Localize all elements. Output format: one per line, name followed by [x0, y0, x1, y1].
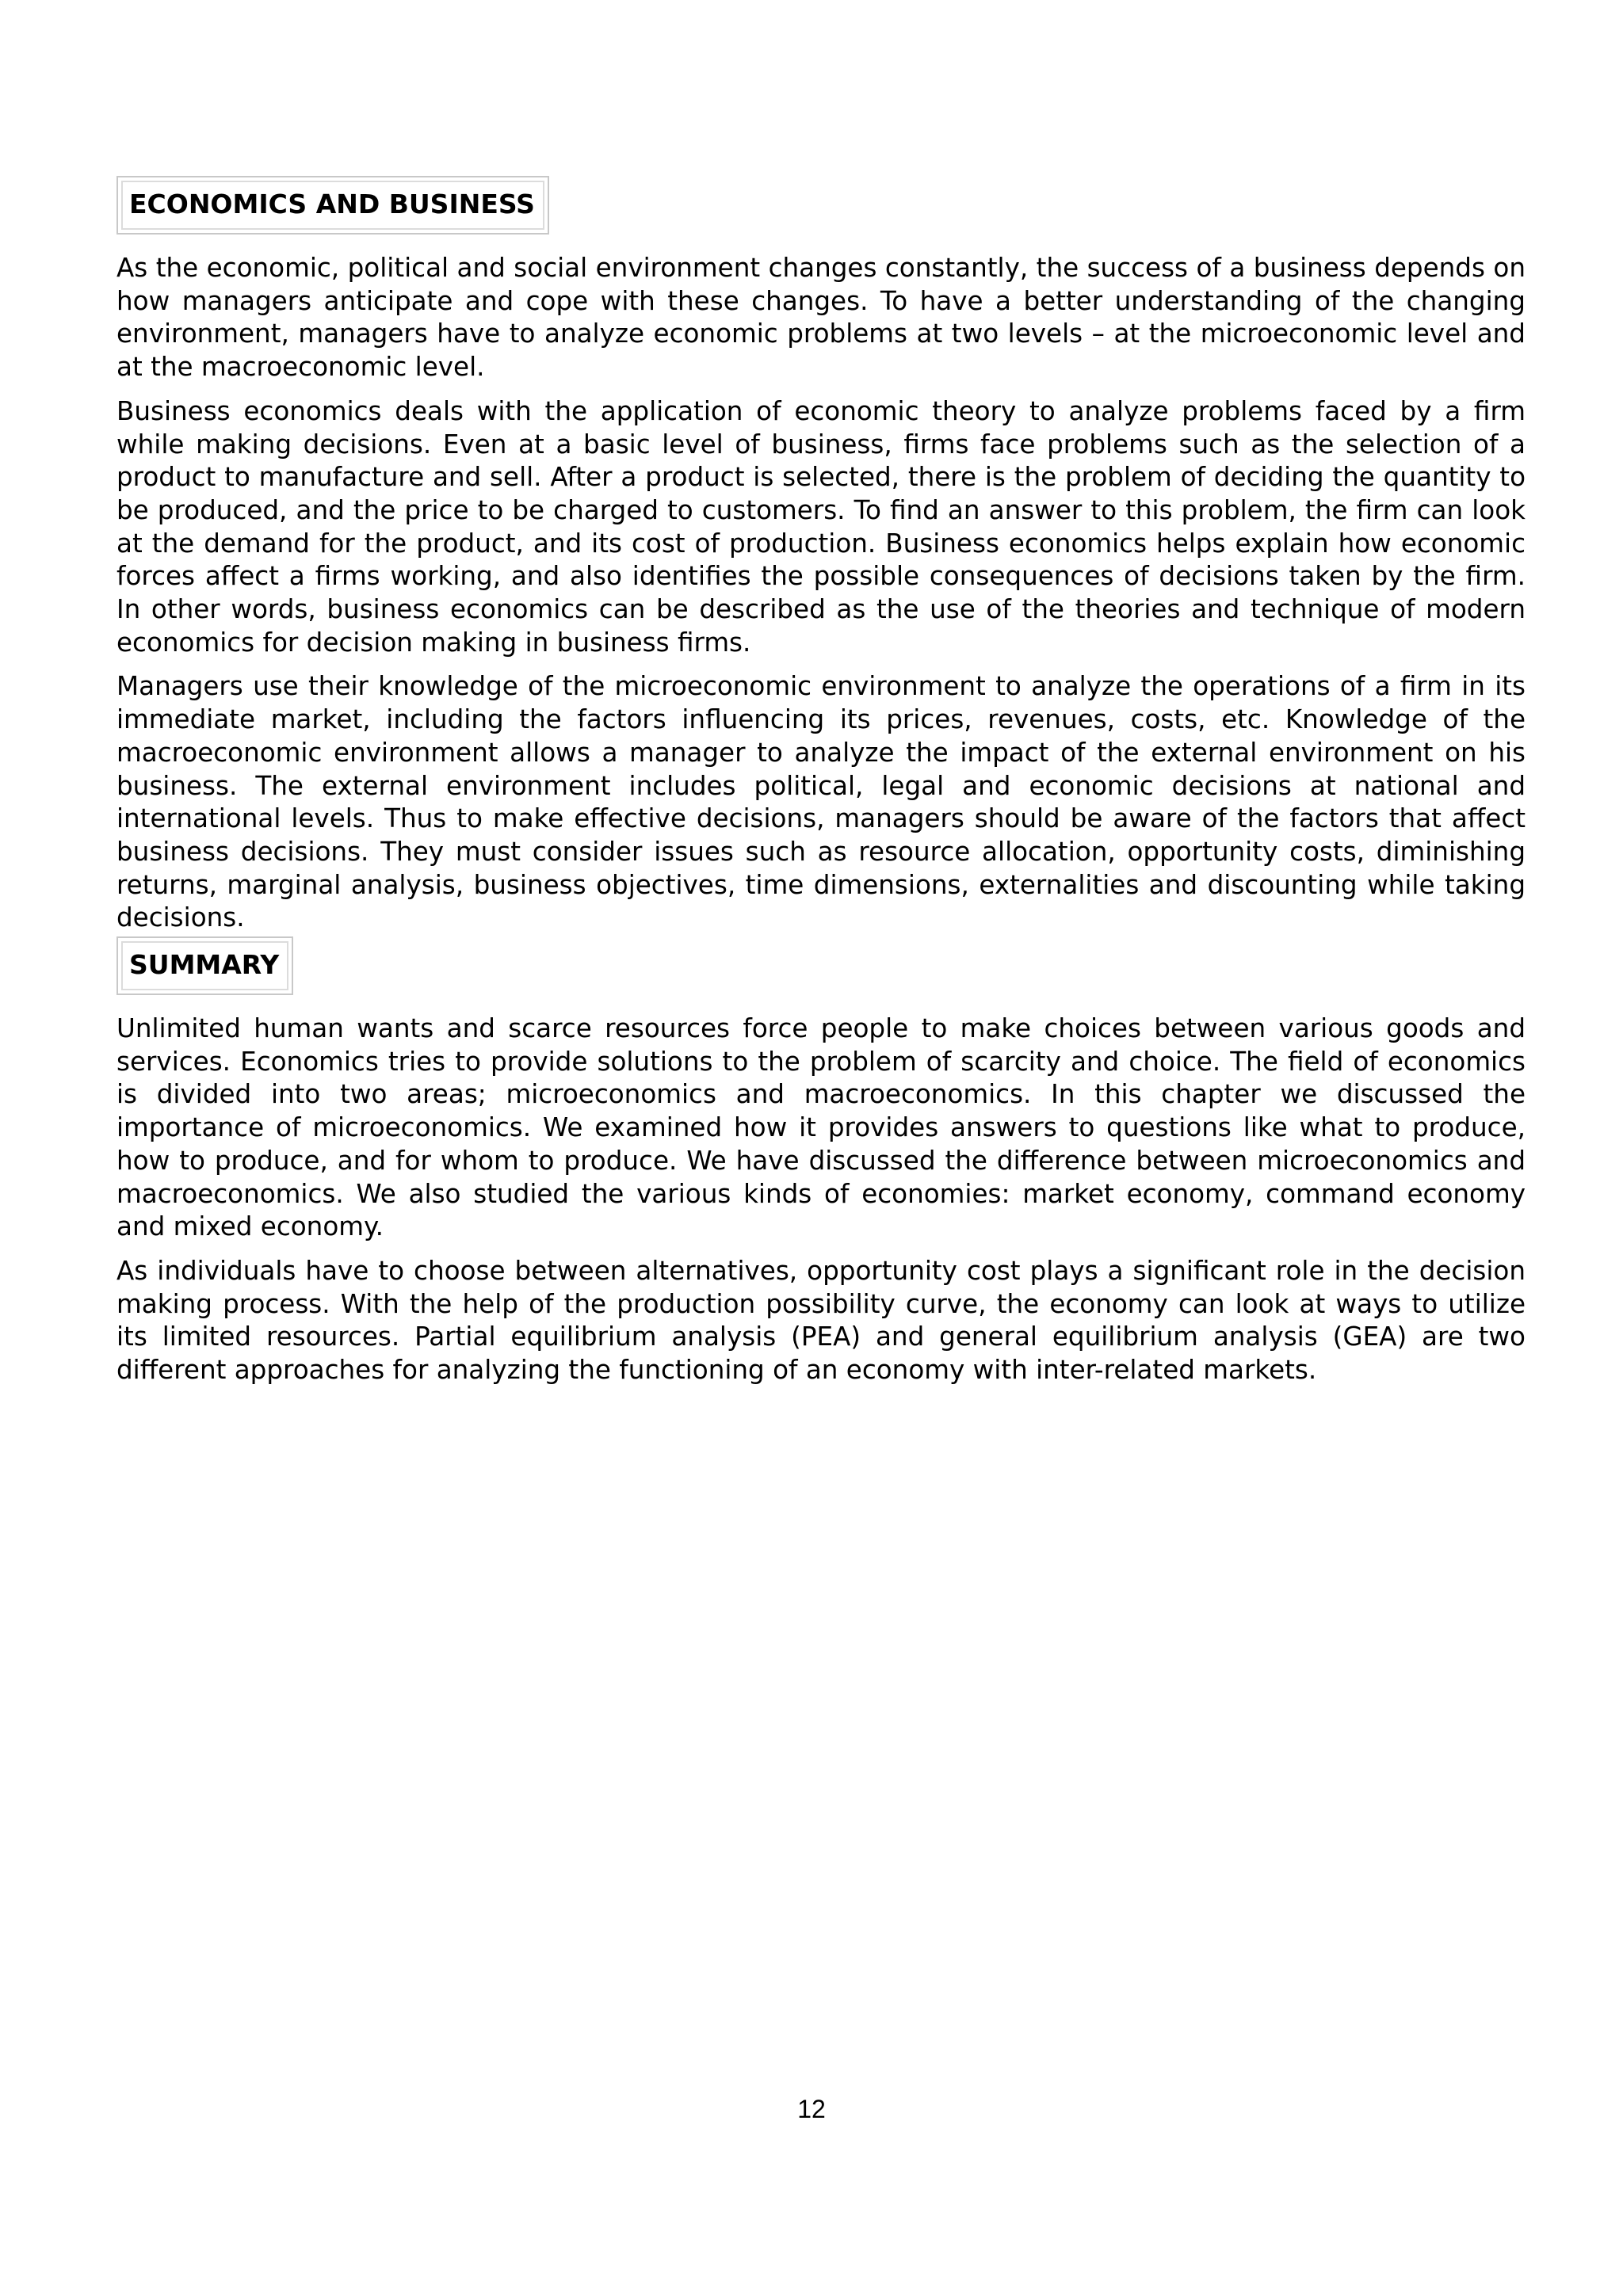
paragraph: Unlimited human wants and scarce resources force people to make choices between various goods and services. Economics tries to provide solutions to the problem of scarcity and choice. The field of economics is divided into two areas; microeconomics and macroeconomics. In this chapter we discussed the importance of microeconomics. We examined how it provides answers to questions like what to produce, how to produce, and for whom to produce. We have discussed the difference between microeconomics and macroeconomics. We also studied the various kinds of economies: market economy, command economy and mixed economy. [116, 1013, 1526, 1242]
page-content [116, 176, 1526, 1387]
paragraph: Business economics deals with the application of economic theory to analyze problems faced by a firm while making decisions. Even at a basic level of business, firms face problems such as the selection of a product to manufacture and sell. After a product is selected, there is the problem of deciding the quantity to be produced, and the price to be charged to customers. To find an answer to this problem, the firm can look at the demand for the product, and its cost of production. Business economics helps explain how economic forces affect a firms working, and also identifies the possible consequences of decisions taken by the firm. In other words, business economics can be described as the use of the theories and technique of modern economics for decision making in business firms. [116, 395, 1526, 658]
paragraph: As individuals have to choose between alternatives, opportunity cost plays a significant role in the decision making process. With the help of the production possibility curve, the economy can look at ways to utilize its limited resources. Partial equilibrium analysis (PEA) and general equilibrium analysis (GEA) are two different approaches for analyzing the functioning of an economy with inter-related markets. [116, 1255, 1526, 1386]
section-heading-summary [116, 936, 293, 995]
page-number: 12 [797, 2095, 826, 2123]
section-heading-economics-and-business [116, 176, 549, 235]
paragraph: Managers use their knowledge of the microeconomic environment to analyze the operations of a firm in its immediate market, including the factors influencing its prices, revenues, costs, etc. Knowledge of the macroeconomic environment allows a manager to analyze the impact of the external environment on his business. The external environment includes political, legal and economic decisions at national and international levels. Thus to make effective decisions, managers should be aware of the factors that affect business decisions. They must consider issues such as resource allocation, opportunity costs, diminishing returns, marginal analysis, business objectives, time dimensions, externalities and discounting while taking decisions. [116, 671, 1526, 933]
paragraph: As the economic, political and social environment changes constantly, the success of a business depends on how managers anticipate and cope with these changes. To have a better understanding of the changing environment, managers have to analyze economic problems at two levels – at the microeconomic level and at the macroeconomic level. [116, 253, 1526, 383]
section-heading-label: SUMMARY [121, 941, 288, 990]
section-heading-label: ECONOMICS AND BUSINESS [121, 181, 544, 230]
